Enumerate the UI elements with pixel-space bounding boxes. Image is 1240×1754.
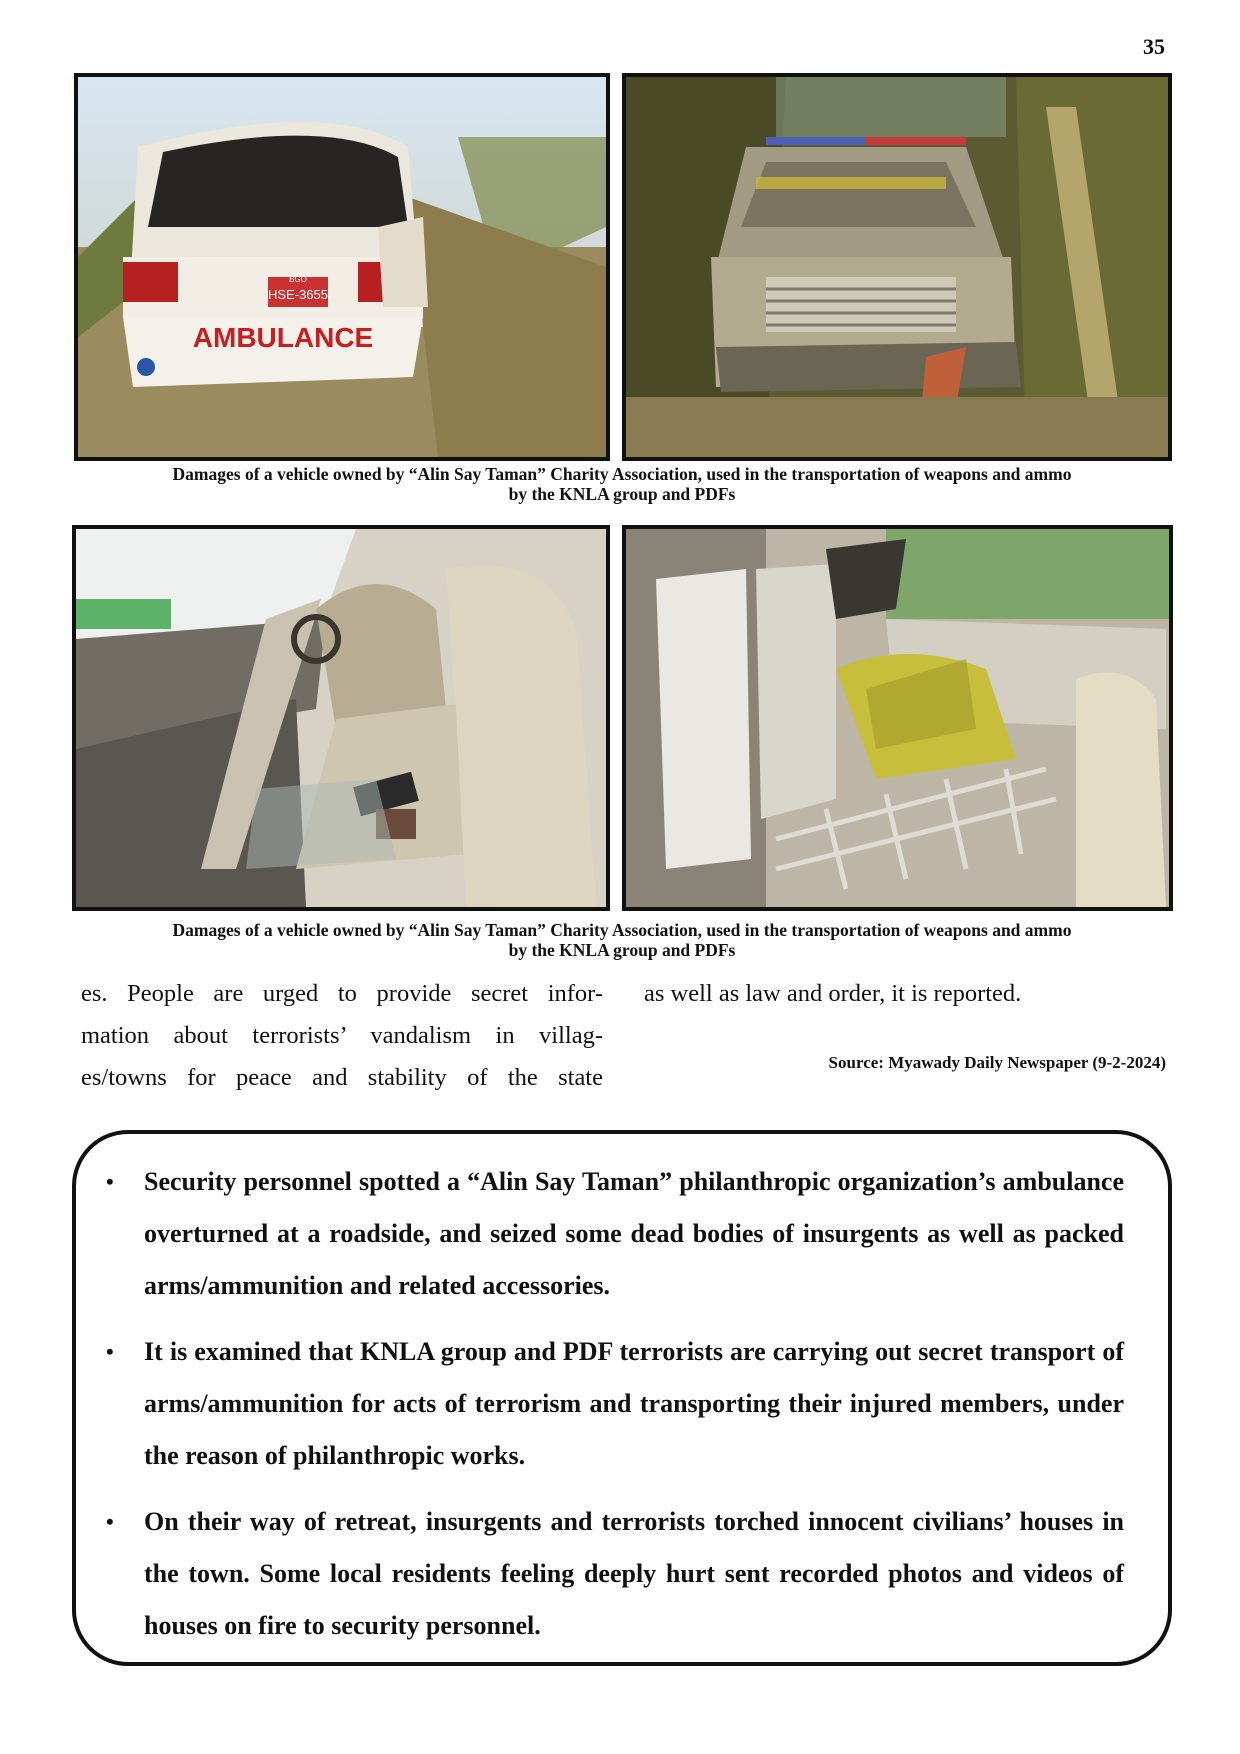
photo-caption-bottom bbox=[72, 920, 1172, 960]
ambulance-rear-image bbox=[78, 77, 606, 457]
bullet-icon: • bbox=[106, 1169, 114, 1194]
ambulance-sign-text: AMBULANCE bbox=[192, 322, 374, 353]
caption-line: Damages of a vehicle owned by “Alin Say Taman” Charity Association, used in the transportation of weapons and ammo bbox=[172, 920, 1072, 940]
photo-wrecked-front bbox=[622, 73, 1172, 461]
interior-stretcher-image bbox=[626, 529, 1169, 907]
article-line: as well as law and order, it is reported. bbox=[644, 980, 1022, 1007]
article-text-left-column bbox=[81, 973, 603, 1099]
caption-line: Damages of a vehicle owned by “Alin Say Taman” Charity Association, used in the transportation of weapons and ammo bbox=[172, 464, 1072, 484]
article-line: es/towns for peace and stability of the state bbox=[81, 1064, 603, 1091]
photo-interior-seats bbox=[72, 525, 610, 911]
article-line: es. People are urged to provide secret infor- bbox=[81, 980, 603, 1007]
plate-region-text: BGO bbox=[289, 275, 307, 284]
plate-number-text: HSE-3655 bbox=[268, 287, 328, 302]
bullet-icon: • bbox=[106, 1339, 114, 1364]
bullet-icon: • bbox=[106, 1509, 114, 1534]
summary-item-text: On their way of retreat, insurgents and terrorists torched innocent civilians’ houses in the town. Some local residents feeling deeply hurt sent recorded photos and videos of houses on fire to security personnel. bbox=[144, 1507, 1124, 1640]
caption-line: by the KNLA group and PDFs bbox=[508, 484, 736, 504]
source-citation: Source: Myawady Daily Newspaper (9-2-2024) bbox=[828, 1053, 1166, 1072]
summary-list bbox=[106, 1156, 1124, 1666]
summary-box bbox=[72, 1130, 1172, 1666]
photo-caption-top bbox=[72, 464, 1172, 504]
photo-ambulance-rear bbox=[74, 73, 610, 461]
photo-interior-stretcher bbox=[622, 525, 1173, 911]
summary-item bbox=[106, 1496, 1124, 1652]
article-line: mation about terrorists’ vandalism in villag- bbox=[81, 1022, 603, 1049]
summary-item bbox=[106, 1156, 1124, 1312]
caption-line: by the KNLA group and PDFs bbox=[508, 940, 736, 960]
article-text-right-column bbox=[644, 973, 1164, 1015]
summary-item-text: It is examined that KNLA group and PDF terrorists are carrying out secret transport of arms/ammunition for acts of terrorism and transporting their injured members, under the reason of philanthropic works. bbox=[144, 1337, 1124, 1470]
interior-seats-image bbox=[76, 529, 606, 907]
page-number: 35 bbox=[1143, 34, 1165, 59]
wrecked-front-image bbox=[626, 77, 1168, 457]
summary-item-text: Security personnel spotted a “Alin Say Taman” philanthropic organization’s ambulance overturned at a roadside, and seized some dead bodies of insurgents as well as packed arms/ammunition and related accessories. bbox=[144, 1167, 1124, 1300]
summary-item bbox=[106, 1326, 1124, 1482]
